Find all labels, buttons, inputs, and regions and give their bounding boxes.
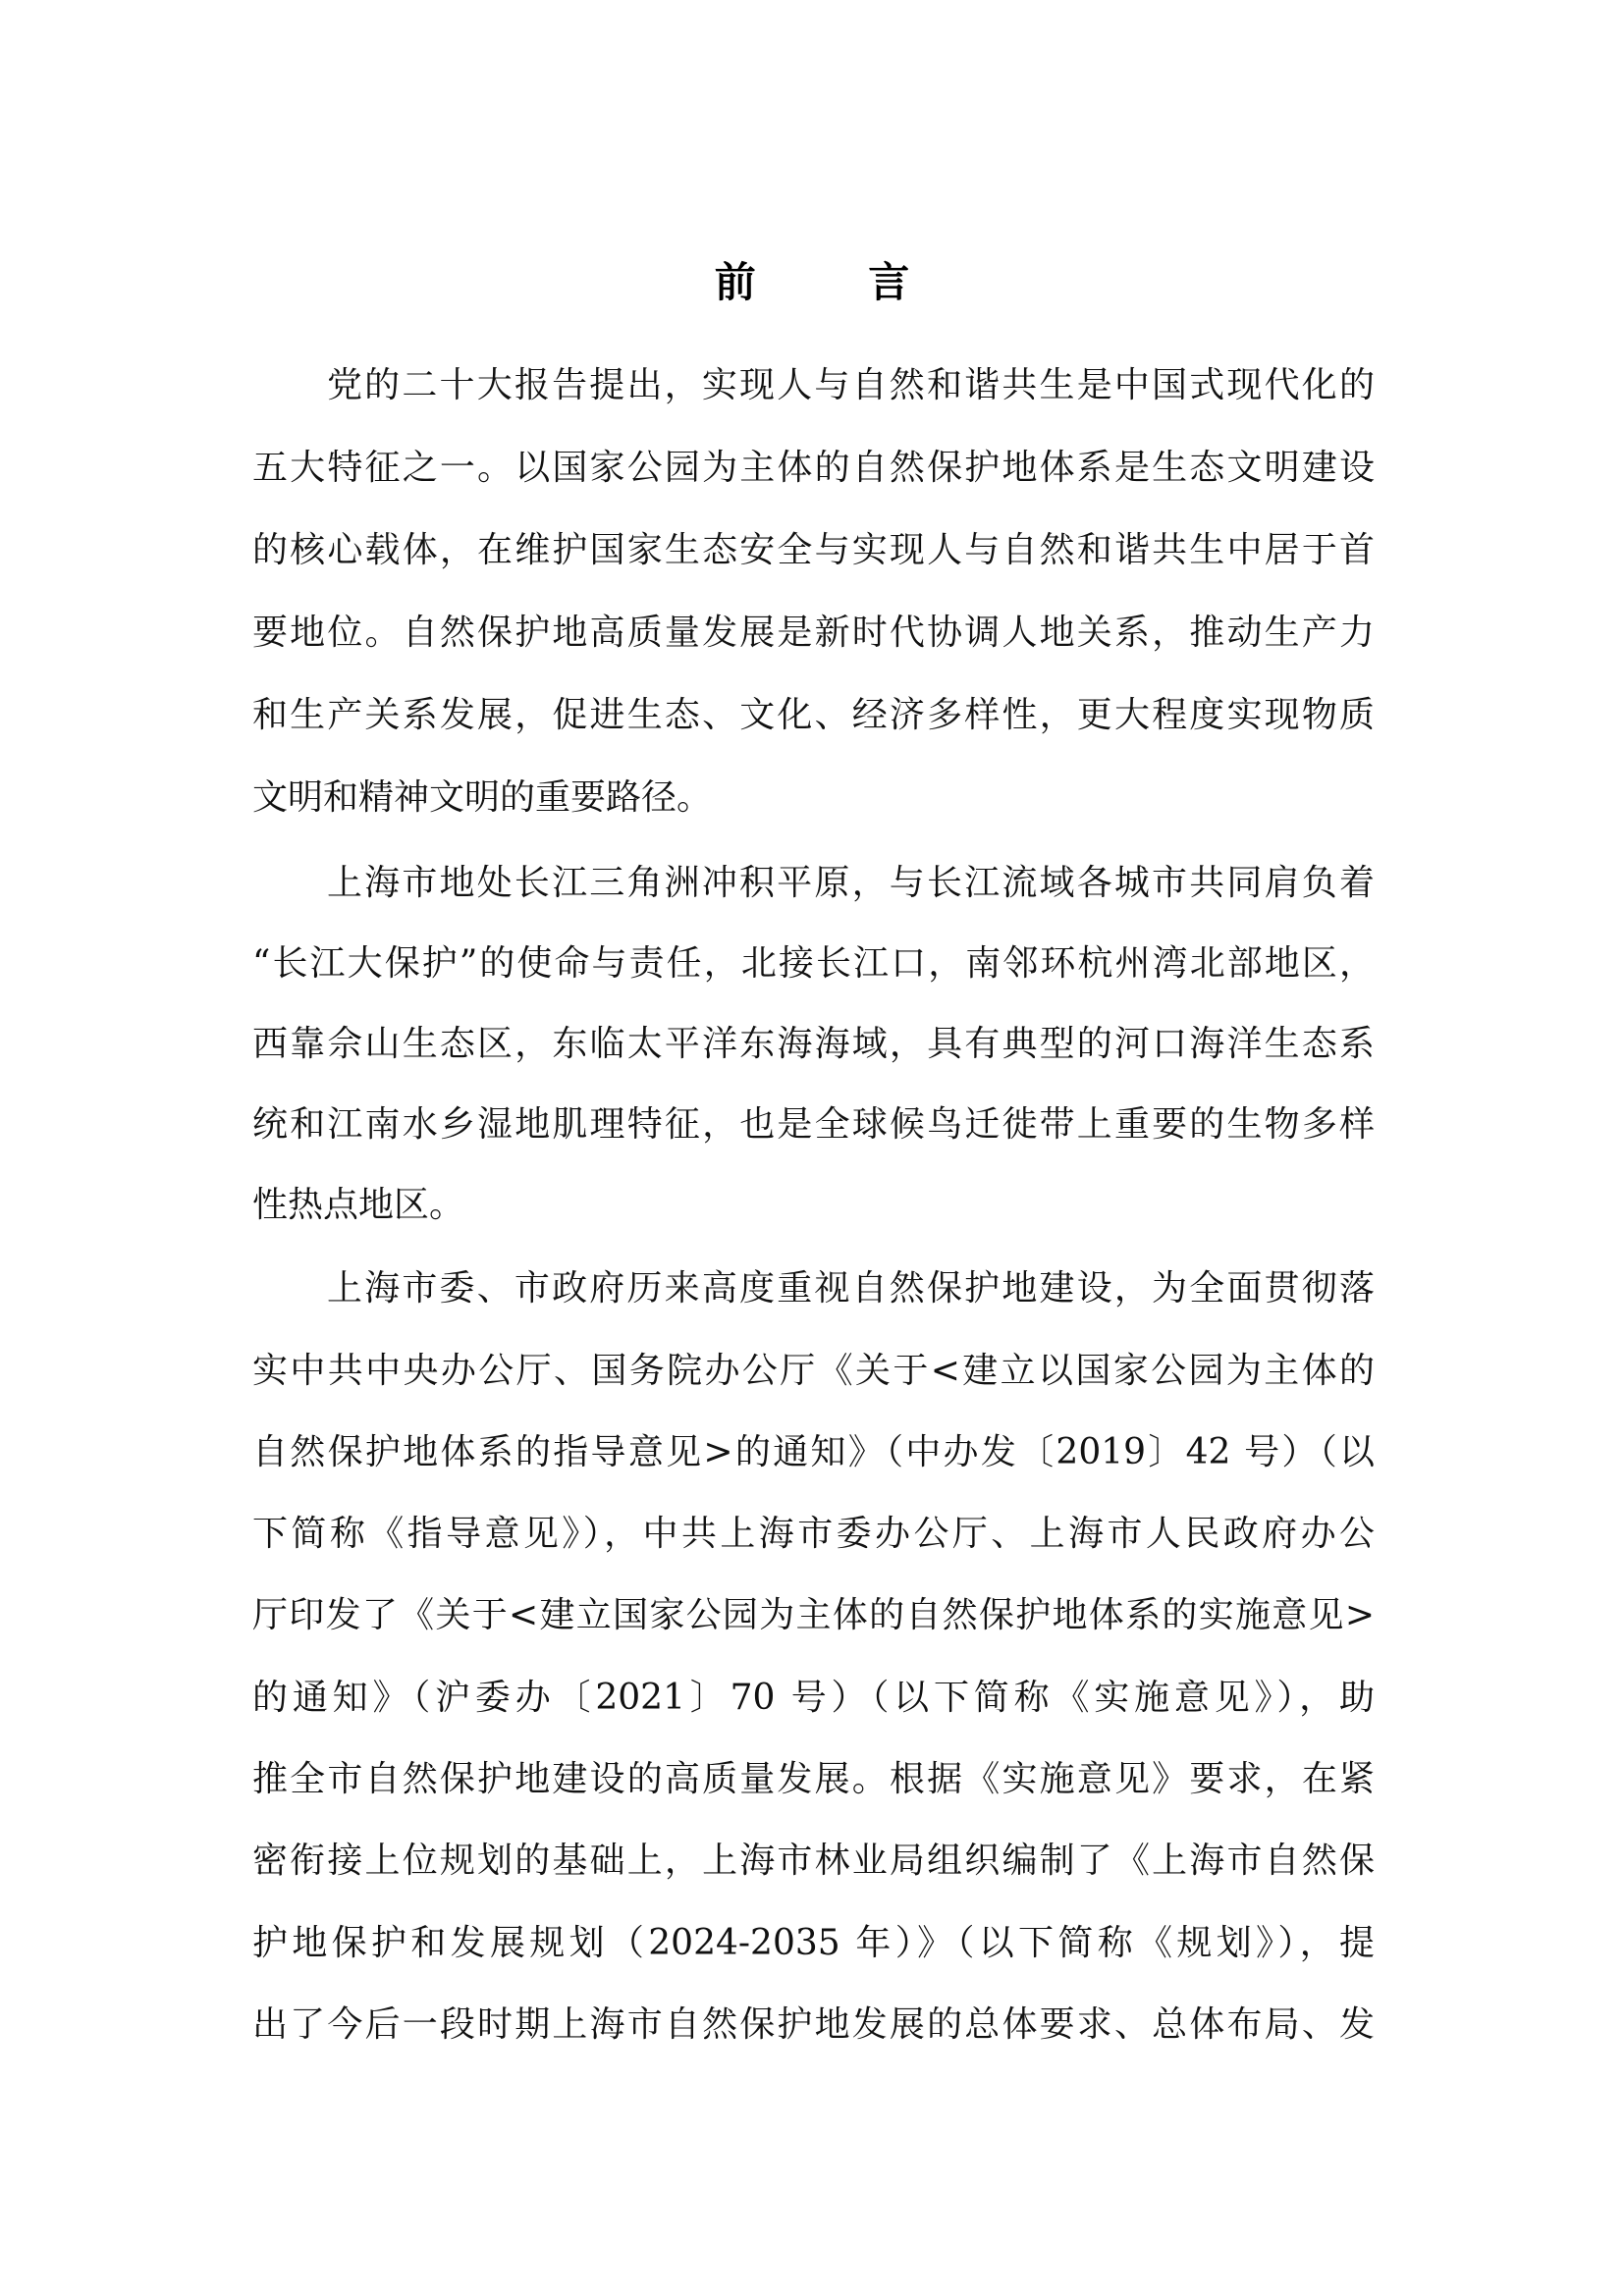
text-line: 密衔接上位规划的基础上，上海市林业局组织编制了《上海市自然保 [252,1841,1375,1881]
text-line: 出了今后一段时期上海市自然保护地发展的总体要求、总体布局、发 [252,2004,1375,2045]
text-line: 性热点地区。 [252,1185,465,1225]
text-line: 自然保护地体系的指导意见>的通知》（中办发〔2019〕42 号）（以 [252,1432,1375,1472]
text-line: 的通知》（沪委办〔2021〕70 号）（以下简称《实施意见》），助 [252,1678,1375,1718]
text-line: 实中共中央办公厅、国务院办公厅《关于<建立以国家公园为主体的 [252,1351,1375,1391]
text-line: 下简称《指导意见》），中共上海市委办公厅、上海市人民政府办公 [252,1514,1375,1554]
text-line: 要地位。自然保护地高质量发展是新时代协调人地关系，推动生产力 [252,613,1375,653]
text-line: 文明和精神文明的重要路径。 [252,777,713,818]
text-line: 护地保护和发展规划（2024-2035 年）》（以下简称《规划》），提 [252,1923,1375,1963]
text-line: 推全市自然保护地建设的高质量发展。根据《实施意见》要求，在紧 [252,1759,1375,1799]
text-line: 党的二十大报告提出，实现人与自然和谐共生是中国式现代化的 [327,365,1375,405]
text-line: 上海市委、市政府历来高度重视自然保护地建设，为全面贯彻落 [327,1268,1375,1308]
text-line: 西靠佘山生态区，东临太平洋东海海域，具有典型的河口海洋生态系 [252,1024,1375,1064]
text-line: 厅印发了《关于<建立国家公园为主体的自然保护地体系的实施意见> [252,1595,1375,1635]
text-line: 五大特征之一。以国家公园为主体的自然保护地体系是生态文明建设 [252,448,1375,488]
text-line: 的核心载体，在维护国家生态安全与实现人与自然和谐共生中居于首 [252,530,1375,570]
text-line: “长江大保护”的使命与责任，北接长江口，南邻环杭州湾北部地区， [252,943,1375,984]
page-title: 前 言 [714,258,959,306]
text-line: 上海市地处长江三角洲冲积平原，与长江流域各城市共同肩负着 [327,863,1375,903]
text-line: 统和江南水乡湿地肌理特征，也是全球候鸟迁徙带上重要的生物多样 [252,1104,1375,1145]
text-line: 和生产关系发展，促进生态、文化、经济多样性，更大程度实现物质 [252,695,1375,735]
